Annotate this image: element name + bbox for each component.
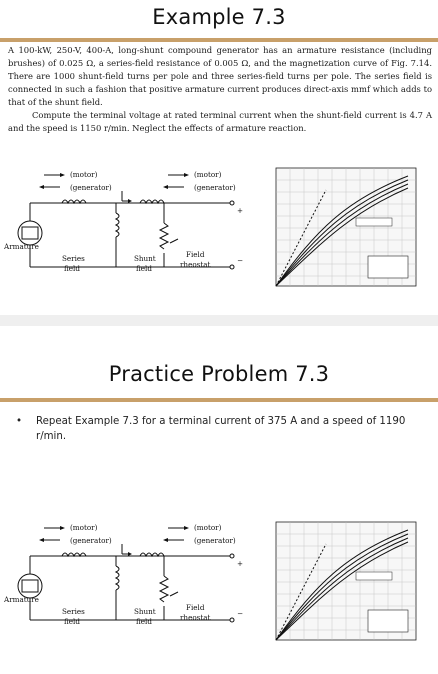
series-field-label: field	[64, 617, 80, 626]
plus-terminal: +	[237, 206, 244, 215]
practice-title: Practice Problem 7.3	[108, 362, 330, 386]
example-slide	[0, 0, 438, 315]
shunt-field-label: field	[136, 617, 152, 626]
il-motor-label: (motor)	[194, 170, 222, 179]
field-rheostat	[160, 576, 168, 602]
ia-generator-label: (generator)	[70, 183, 112, 192]
practice-slide	[0, 326, 438, 674]
series-label: Series	[62, 607, 85, 616]
ia-generator-label: (generator)	[70, 536, 112, 545]
magnetization-curve-figure-2	[256, 514, 434, 660]
practice-text: Repeat Example 7.3 for a terminal current of 375 A and a speed of 1190 r/min.	[36, 416, 406, 442]
ia-motor-label: (motor)	[70, 523, 98, 532]
il-generator-label: (generator)	[194, 183, 236, 192]
ia-motor-label: (motor)	[70, 170, 98, 179]
bullet-marker: •	[16, 416, 23, 427]
rheostat-label: rheostat	[180, 260, 211, 269]
shunt-label: Shunt	[134, 607, 156, 616]
example-title: Example 7.3	[152, 5, 286, 29]
armature-label: Armature	[4, 242, 39, 251]
compound-generator-circuit	[4, 163, 256, 283]
field-label: Field	[186, 603, 205, 612]
rheostat-label: rheostat	[180, 613, 211, 622]
title-rule	[0, 38, 438, 42]
field-label: Field	[186, 250, 205, 259]
example-body	[8, 44, 432, 135]
question-text: Compute the terminal voltage at rated terminal current when the shunt-field current is 4.7 A and the speed is 1150 r/min. Neglect the effects of armature reaction.	[8, 110, 432, 133]
magnetization-curve-figure	[256, 160, 434, 306]
series-field-label: field	[64, 264, 80, 273]
armature-label: Armature	[4, 595, 39, 604]
il-generator-label: (generator)	[194, 536, 236, 545]
minus-terminal: −	[237, 609, 244, 618]
shunt-field-label: field	[136, 264, 152, 273]
compound-generator-circuit-2	[4, 516, 256, 636]
il-motor-label: (motor)	[194, 523, 222, 532]
shunt-label: Shunt	[134, 254, 156, 263]
minus-terminal: −	[237, 256, 244, 265]
plus-terminal: +	[237, 559, 244, 568]
practice-title-rule	[0, 398, 438, 402]
slide-separator	[0, 315, 438, 326]
series-label: Series	[62, 254, 85, 263]
problem-text: A 100-kW, 250-V, 400-A, long-shunt compound generator has an armature resistance (including brushes) of 0.025 Ω, a series-field resistance of 0.005 Ω, and the magnetization curve of Fig. 7.14. There are 1000 shunt-field turns per pole and three series-field turns per pole. The series field is connected in such a fashion that positive armature current produces direct-axis mmf which adds to that of the shunt field.	[8, 45, 432, 107]
field-rheostat	[160, 223, 168, 249]
